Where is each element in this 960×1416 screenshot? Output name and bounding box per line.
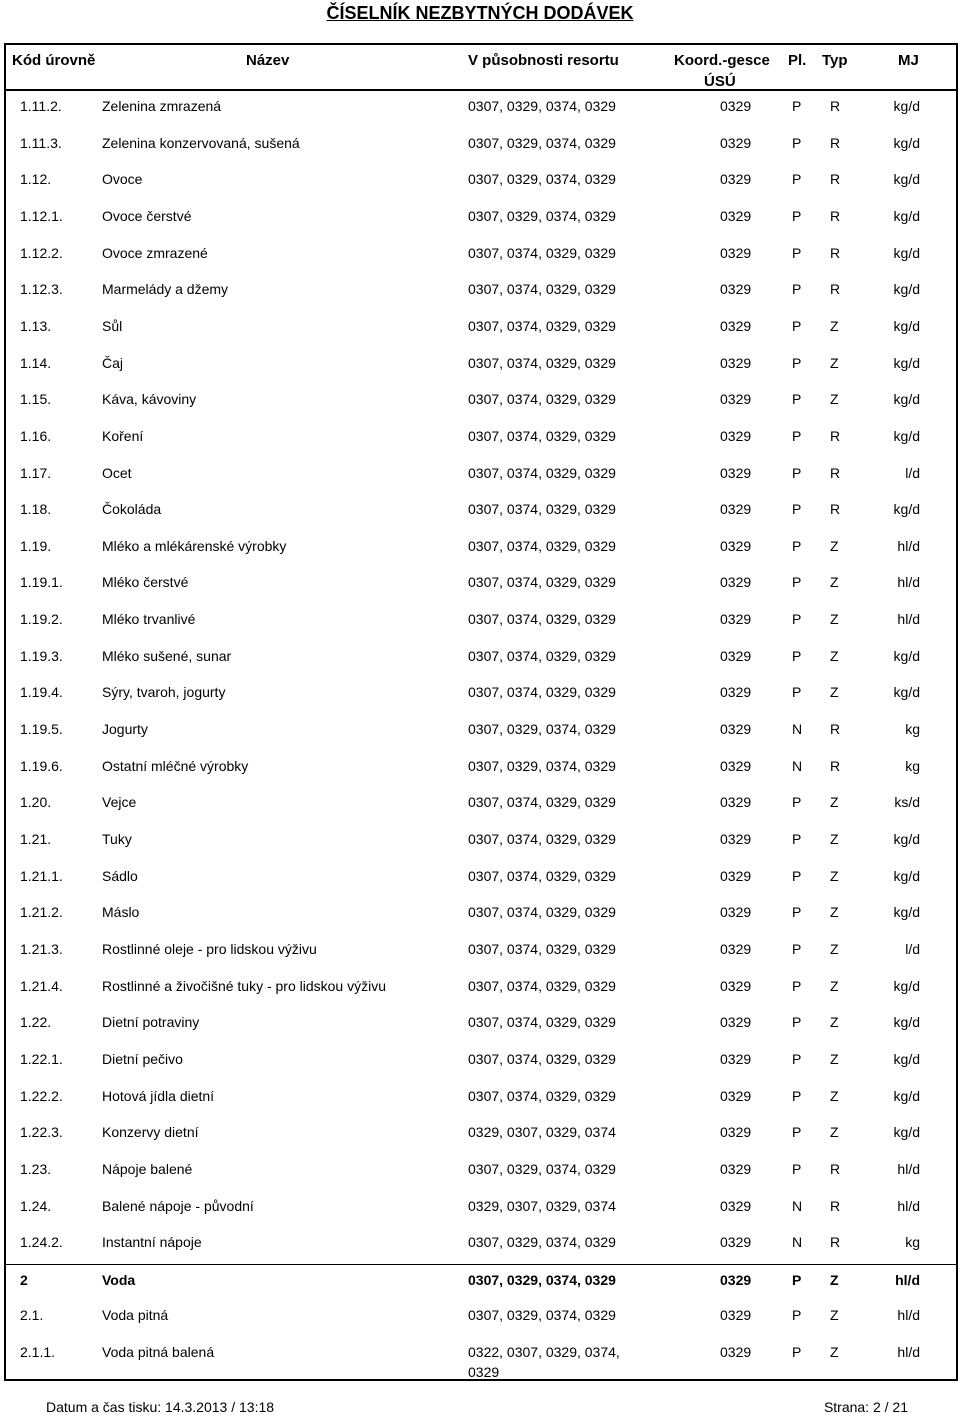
row-name: Ostatní mléčné výrobky bbox=[102, 757, 249, 774]
row-pl: P bbox=[792, 1344, 802, 1361]
row-scope: 0307, 0374, 0329, 0329 bbox=[468, 977, 616, 994]
table-row bbox=[6, 201, 956, 238]
row-scope: 0307, 0374, 0329, 0329 bbox=[468, 464, 616, 481]
row-pl: P bbox=[792, 574, 802, 591]
row-mj: kg/d bbox=[893, 1014, 920, 1031]
row-scope: 0307, 0329, 0374, 0329 bbox=[468, 134, 616, 151]
row-code: 2.1. bbox=[20, 1307, 44, 1324]
row-scope: 0307, 0374, 0329, 0329 bbox=[468, 647, 616, 664]
row-scope: 0307, 0374, 0329, 0329 bbox=[468, 1050, 616, 1067]
row-typ: R bbox=[830, 427, 841, 444]
row-name: Voda pitná balená bbox=[102, 1344, 215, 1361]
row-typ: R bbox=[830, 134, 841, 151]
row-name: Konzervy dietní bbox=[102, 1124, 199, 1141]
row-pl: P bbox=[792, 317, 802, 334]
row-scope: 0307, 0374, 0329, 0329 bbox=[468, 537, 616, 554]
table-row bbox=[6, 1044, 956, 1081]
row-mj: kg/d bbox=[893, 391, 920, 408]
row-name: Sůl bbox=[102, 317, 123, 334]
row-scope: 0329, 0307, 0329, 0374 bbox=[468, 1124, 616, 1141]
row-pl: N bbox=[792, 721, 803, 738]
row-code: 1.12. bbox=[20, 171, 52, 188]
page-title: ČÍSELNÍK NEZBYTNÝCH DODÁVEK bbox=[326, 3, 634, 23]
row-name: Čokoláda bbox=[102, 501, 162, 518]
table-row bbox=[6, 677, 956, 714]
row-pl: P bbox=[792, 1124, 802, 1141]
table-row bbox=[6, 751, 956, 788]
table-row bbox=[6, 128, 956, 165]
row-mj: kg/d bbox=[893, 134, 920, 151]
row-koord: 0329 bbox=[720, 1234, 752, 1251]
row-typ: Z bbox=[830, 354, 839, 371]
row-typ: Z bbox=[830, 611, 839, 628]
table-row bbox=[6, 1154, 956, 1191]
table-row bbox=[6, 1117, 956, 1154]
row-pl: P bbox=[792, 1014, 802, 1031]
header-scope: V působnosti resortu bbox=[468, 52, 619, 69]
row-typ: R bbox=[830, 98, 841, 114]
row-pl: P bbox=[792, 207, 802, 224]
row-typ: Z bbox=[830, 831, 839, 847]
row-koord: 0329 bbox=[720, 134, 752, 151]
row-koord: 0329 bbox=[720, 501, 752, 518]
row-koord: 0329 bbox=[720, 684, 752, 701]
row-mj: kg/d bbox=[893, 244, 920, 261]
row-name: Mléko sušené, sunar bbox=[102, 647, 232, 664]
row-code: 1.12.3. bbox=[20, 281, 63, 298]
row-name: Vejce bbox=[102, 794, 137, 811]
row-scope: 0307, 0374, 0329, 0329 bbox=[468, 244, 616, 261]
row-name: Jogurty bbox=[102, 721, 148, 738]
row-code: 1.17. bbox=[20, 464, 52, 481]
row-code: 1.19.4. bbox=[20, 684, 63, 701]
row-typ: Z bbox=[830, 867, 839, 884]
row-pl: P bbox=[792, 134, 802, 151]
row-code: 1.14. bbox=[20, 354, 52, 371]
table-row bbox=[6, 567, 956, 604]
row-mj: l/d bbox=[905, 940, 920, 957]
row-scope: 0307, 0374, 0329, 0329 bbox=[468, 574, 616, 591]
row-koord: 0329 bbox=[720, 721, 752, 738]
row-scope-continued: 0329 bbox=[468, 1364, 500, 1381]
row-koord: 0329 bbox=[720, 464, 752, 481]
row-koord: 0329 bbox=[720, 1197, 752, 1214]
row-koord: 0329 bbox=[720, 940, 752, 957]
table-row bbox=[6, 861, 956, 898]
header-code: Kód úrovně bbox=[12, 52, 96, 69]
row-name: Instantní nápoje bbox=[102, 1234, 202, 1251]
row-typ: R bbox=[830, 1160, 841, 1177]
row-typ: R bbox=[830, 207, 841, 224]
row-koord: 0329 bbox=[720, 244, 752, 261]
row-mj: kg bbox=[905, 757, 920, 774]
table-row bbox=[6, 311, 956, 348]
row-mj: kg/d bbox=[893, 207, 920, 224]
row-code: 1.19.6. bbox=[20, 757, 63, 774]
row-name: Ovoce čerstvé bbox=[102, 207, 192, 224]
row-koord: 0329 bbox=[720, 1307, 752, 1324]
row-mj: kg/d bbox=[893, 831, 920, 847]
row-pl: N bbox=[792, 1234, 803, 1251]
row-pl: P bbox=[792, 537, 802, 554]
table-row bbox=[6, 494, 956, 531]
row-code: 1.21.2. bbox=[20, 904, 63, 921]
row-mj: hl/d bbox=[897, 1197, 920, 1214]
row-scope: 0307, 0374, 0329, 0329 bbox=[468, 1014, 616, 1031]
row-name: Tuky bbox=[102, 831, 132, 847]
row-typ: Z bbox=[830, 1050, 839, 1067]
row-koord: 0329 bbox=[720, 537, 752, 554]
table-row bbox=[6, 384, 956, 421]
row-scope: 0307, 0329, 0374, 0329 bbox=[468, 171, 616, 188]
row-typ: R bbox=[830, 721, 841, 738]
row-koord: 0329 bbox=[720, 794, 752, 811]
row-koord: 0329 bbox=[720, 427, 752, 444]
row-typ: R bbox=[830, 244, 841, 261]
table-row bbox=[6, 897, 956, 934]
row-mj: hl/d bbox=[897, 1160, 920, 1177]
row-koord: 0329 bbox=[720, 98, 752, 114]
row-koord: 0329 bbox=[720, 1160, 752, 1177]
table-row bbox=[6, 604, 956, 641]
row-code: 1.12.2. bbox=[20, 244, 63, 261]
row-typ: Z bbox=[830, 391, 839, 408]
row-pl: P bbox=[792, 940, 802, 957]
row-code: 2 bbox=[20, 1271, 28, 1288]
header-koord-usu: ÚSÚ bbox=[704, 73, 736, 90]
row-code: 1.20. bbox=[20, 794, 52, 811]
row-pl: P bbox=[792, 684, 802, 701]
row-mj: kg/d bbox=[893, 1124, 920, 1141]
table-row bbox=[6, 1191, 956, 1228]
row-scope: 0307, 0374, 0329, 0329 bbox=[468, 427, 616, 444]
row-pl: P bbox=[792, 831, 802, 847]
row-name: Sádlo bbox=[102, 867, 138, 884]
row-code: 1.21.3. bbox=[20, 940, 63, 957]
row-code: 1.16. bbox=[20, 427, 52, 444]
row-mj: kg/d bbox=[893, 354, 920, 371]
row-pl: P bbox=[792, 464, 802, 481]
row-pl: P bbox=[792, 1160, 802, 1177]
table-row bbox=[6, 1264, 956, 1302]
row-koord: 0329 bbox=[720, 1271, 752, 1288]
row-code: 1.19.1. bbox=[20, 574, 63, 591]
row-code: 1.24.2. bbox=[20, 1234, 63, 1251]
row-koord: 0329 bbox=[720, 207, 752, 224]
row-mj: kg/d bbox=[893, 647, 920, 664]
table-row bbox=[6, 458, 956, 495]
row-name: Čaj bbox=[102, 354, 124, 371]
row-mj: kg/d bbox=[893, 281, 920, 298]
row-koord: 0329 bbox=[720, 354, 752, 371]
row-mj: kg/d bbox=[893, 501, 920, 518]
table-row bbox=[6, 934, 956, 971]
row-mj: kg/d bbox=[893, 317, 920, 334]
row-pl: N bbox=[792, 757, 803, 774]
row-pl: P bbox=[792, 244, 802, 261]
row-scope: 0307, 0374, 0329, 0329 bbox=[468, 794, 616, 811]
table-row bbox=[6, 1300, 956, 1337]
header-koord: Koord.-gesce bbox=[674, 52, 770, 69]
row-typ: Z bbox=[830, 1271, 839, 1288]
row-typ: Z bbox=[830, 647, 839, 664]
row-koord: 0329 bbox=[720, 574, 752, 591]
table bbox=[4, 43, 958, 1381]
row-mj: kg bbox=[905, 721, 920, 738]
row-typ: Z bbox=[830, 940, 839, 957]
row-typ: R bbox=[830, 464, 841, 481]
row-scope: 0307, 0329, 0374, 0329 bbox=[468, 207, 616, 224]
row-mj: kg/d bbox=[893, 867, 920, 884]
row-pl: P bbox=[792, 98, 802, 114]
row-scope: 0307, 0329, 0374, 0329 bbox=[468, 1160, 616, 1177]
row-scope: 0307, 0329, 0374, 0329 bbox=[468, 1307, 616, 1324]
page-number: Strana: 2 / 21 bbox=[823, 1399, 908, 1415]
row-scope: 0307, 0374, 0329, 0329 bbox=[468, 281, 616, 298]
row-typ: Z bbox=[830, 317, 839, 334]
row-scope: 0307, 0329, 0374, 0329 bbox=[468, 1271, 616, 1288]
table-row bbox=[6, 641, 956, 678]
row-mj: kg/d bbox=[893, 427, 920, 444]
row-typ: Z bbox=[830, 684, 839, 701]
table-row bbox=[6, 714, 956, 751]
row-scope: 0307, 0374, 0329, 0329 bbox=[468, 904, 616, 921]
row-scope: 0307, 0374, 0329, 0329 bbox=[468, 1087, 616, 1104]
row-pl: P bbox=[792, 1271, 802, 1288]
row-mj: kg/d bbox=[893, 171, 920, 188]
row-name: Sýry, tvaroh, jogurty bbox=[102, 684, 226, 701]
page-footer bbox=[0, 1398, 960, 1416]
row-name: Máslo bbox=[102, 904, 140, 921]
row-koord: 0329 bbox=[720, 1124, 752, 1141]
row-scope: 0307, 0374, 0329, 0329 bbox=[468, 684, 616, 701]
row-typ: Z bbox=[830, 1344, 839, 1361]
row-typ: R bbox=[830, 501, 841, 518]
row-typ: Z bbox=[830, 1307, 839, 1324]
row-name: Ovoce bbox=[102, 171, 143, 188]
row-pl: N bbox=[792, 1197, 803, 1214]
header-name: Název bbox=[246, 52, 290, 69]
table-row bbox=[6, 1227, 956, 1264]
row-mj: kg/d bbox=[893, 1050, 920, 1067]
row-typ: R bbox=[830, 281, 841, 298]
row-name: Dietní potraviny bbox=[102, 1014, 200, 1031]
row-koord: 0329 bbox=[720, 757, 752, 774]
row-koord: 0329 bbox=[720, 867, 752, 884]
row-name: Hotová jídla dietní bbox=[102, 1087, 215, 1104]
row-pl: P bbox=[792, 647, 802, 664]
row-koord: 0329 bbox=[720, 317, 752, 334]
row-scope: 0307, 0374, 0329, 0329 bbox=[468, 831, 616, 847]
header-mj: MJ bbox=[898, 52, 919, 69]
row-mj: ks/d bbox=[894, 794, 920, 811]
table-row bbox=[6, 91, 956, 128]
row-name: Koření bbox=[102, 427, 144, 444]
row-mj: kg/d bbox=[893, 98, 920, 114]
row-koord: 0329 bbox=[720, 1344, 752, 1361]
row-name: Nápoje balené bbox=[102, 1160, 193, 1177]
row-code: 1.22.2. bbox=[20, 1087, 63, 1104]
row-koord: 0329 bbox=[720, 391, 752, 408]
row-code: 1.19. bbox=[20, 537, 52, 554]
row-scope: 0307, 0374, 0329, 0329 bbox=[468, 391, 616, 408]
row-koord: 0329 bbox=[720, 611, 752, 628]
row-name: Ovoce zmrazené bbox=[102, 244, 208, 261]
row-name: Rostlinné a živočišné tuky - pro lidskou výživu bbox=[102, 977, 387, 994]
row-code: 1.19.5. bbox=[20, 721, 63, 738]
header-typ: Typ bbox=[822, 52, 848, 69]
row-code: 1.19.3. bbox=[20, 647, 63, 664]
row-scope: 0307, 0329, 0374, 0329 bbox=[468, 98, 616, 114]
row-koord: 0329 bbox=[720, 904, 752, 921]
row-code: 1.11.3. bbox=[20, 134, 62, 151]
row-name: Zelenina zmrazená bbox=[102, 98, 222, 114]
row-koord: 0329 bbox=[720, 171, 752, 188]
table-row bbox=[6, 1081, 956, 1118]
row-name: Káva, kávoviny bbox=[102, 391, 197, 408]
row-pl: P bbox=[792, 354, 802, 371]
row-koord: 0329 bbox=[720, 1087, 752, 1104]
row-code: 1.24. bbox=[20, 1197, 52, 1214]
row-typ: R bbox=[830, 1234, 841, 1251]
row-mj: kg/d bbox=[893, 977, 920, 994]
row-typ: Z bbox=[830, 977, 839, 994]
table-row bbox=[6, 824, 956, 861]
row-scope: 0307, 0374, 0329, 0329 bbox=[468, 354, 616, 371]
table-row bbox=[6, 238, 956, 275]
row-scope: 0307, 0374, 0329, 0329 bbox=[468, 611, 616, 628]
row-scope: 0322, 0307, 0329, 0374, bbox=[468, 1344, 620, 1361]
table-row bbox=[6, 421, 956, 458]
table-row bbox=[6, 1337, 956, 1381]
row-scope: 0307, 0374, 0329, 0329 bbox=[468, 940, 616, 957]
row-scope: 0307, 0374, 0329, 0329 bbox=[468, 867, 616, 884]
table-row bbox=[6, 531, 956, 568]
row-name: Mléko a mlékárenské výrobky bbox=[102, 537, 287, 554]
row-code: 2.1.1. bbox=[20, 1344, 56, 1361]
row-koord: 0329 bbox=[720, 977, 752, 994]
row-code: 1.15. bbox=[20, 391, 52, 408]
row-mj: hl/d bbox=[897, 611, 920, 628]
row-mj: kg/d bbox=[893, 1087, 920, 1104]
row-pl: P bbox=[792, 977, 802, 994]
row-code: 1.21. bbox=[20, 831, 52, 847]
row-code: 1.13. bbox=[20, 317, 52, 334]
row-scope: 0307, 0329, 0374, 0329 bbox=[468, 721, 616, 738]
table-row bbox=[6, 1007, 956, 1044]
row-typ: Z bbox=[830, 537, 839, 554]
row-name: Voda pitná bbox=[102, 1307, 169, 1324]
row-name: Voda bbox=[102, 1271, 136, 1288]
row-mj: hl/d bbox=[895, 1271, 920, 1288]
row-code: 1.19.2. bbox=[20, 611, 63, 628]
row-code: 1.22.3. bbox=[20, 1124, 63, 1141]
row-code: 1.21.1. bbox=[20, 867, 63, 884]
row-code: 1.21.4. bbox=[20, 977, 63, 994]
row-typ: Z bbox=[830, 574, 839, 591]
row-name: Rostlinné oleje - pro lidskou výživu bbox=[102, 940, 317, 957]
row-pl: P bbox=[792, 501, 802, 518]
row-name: Zelenina konzervovaná, sušená bbox=[102, 134, 300, 151]
row-mj: hl/d bbox=[897, 537, 920, 554]
table-row bbox=[6, 164, 956, 201]
row-code: 1.23. bbox=[20, 1160, 52, 1177]
row-mj: hl/d bbox=[897, 574, 920, 591]
row-name: Mléko čerstvé bbox=[102, 574, 189, 591]
row-code: 1.12.1. bbox=[20, 207, 63, 224]
row-pl: P bbox=[792, 171, 802, 188]
row-pl: P bbox=[792, 391, 802, 408]
table-row bbox=[6, 787, 956, 824]
table-header bbox=[6, 45, 956, 91]
row-pl: P bbox=[792, 611, 802, 628]
row-code: 1.22.1. bbox=[20, 1050, 63, 1067]
row-typ: R bbox=[830, 1197, 841, 1214]
row-mj: hl/d bbox=[897, 1307, 920, 1324]
row-koord: 0329 bbox=[720, 281, 752, 298]
row-typ: R bbox=[830, 171, 841, 188]
row-code: 1.18. bbox=[20, 501, 52, 518]
row-typ: Z bbox=[830, 1087, 839, 1104]
row-scope: 0329, 0307, 0329, 0374 bbox=[468, 1197, 616, 1214]
row-pl: P bbox=[792, 867, 802, 884]
row-scope: 0307, 0374, 0329, 0329 bbox=[468, 317, 616, 334]
header-pl: Pl. bbox=[788, 52, 807, 69]
print-datetime: Datum a čas tisku: 14.3.2013 / 13:18 bbox=[46, 1399, 275, 1415]
row-koord: 0329 bbox=[720, 647, 752, 664]
table-row bbox=[6, 274, 956, 311]
row-scope: 0307, 0374, 0329, 0329 bbox=[468, 501, 616, 518]
row-name: Marmelády a džemy bbox=[102, 281, 229, 298]
row-mj: kg/d bbox=[893, 904, 920, 921]
row-pl: P bbox=[792, 1050, 802, 1067]
row-mj: hl/d bbox=[897, 1344, 920, 1361]
row-name: Ocet bbox=[102, 464, 132, 481]
row-pl: P bbox=[792, 794, 802, 811]
row-typ: Z bbox=[830, 794, 839, 811]
row-mj: kg/d bbox=[893, 684, 920, 701]
row-typ: Z bbox=[830, 904, 839, 921]
row-scope: 0307, 0329, 0374, 0329 bbox=[468, 1234, 616, 1251]
table-row bbox=[6, 971, 956, 1008]
row-pl: P bbox=[792, 1087, 802, 1104]
row-koord: 0329 bbox=[720, 831, 752, 847]
row-pl: P bbox=[792, 1307, 802, 1324]
row-code: 1.11.2. bbox=[20, 98, 62, 114]
row-typ: Z bbox=[830, 1014, 839, 1031]
row-typ: R bbox=[830, 757, 841, 774]
row-pl: P bbox=[792, 904, 802, 921]
row-name: Balené nápoje - původní bbox=[102, 1197, 254, 1214]
row-name: Dietní pečivo bbox=[102, 1050, 183, 1067]
row-name: Mléko trvanlivé bbox=[102, 611, 196, 628]
row-koord: 0329 bbox=[720, 1014, 752, 1031]
row-scope: 0307, 0329, 0374, 0329 bbox=[468, 757, 616, 774]
row-pl: P bbox=[792, 281, 802, 298]
row-mj: l/d bbox=[905, 464, 920, 481]
row-code: 1.22. bbox=[20, 1014, 52, 1031]
row-typ: Z bbox=[830, 1124, 839, 1141]
row-pl: P bbox=[792, 427, 802, 444]
row-koord: 0329 bbox=[720, 1050, 752, 1067]
row-mj: kg bbox=[905, 1234, 920, 1251]
table-row bbox=[6, 348, 956, 385]
